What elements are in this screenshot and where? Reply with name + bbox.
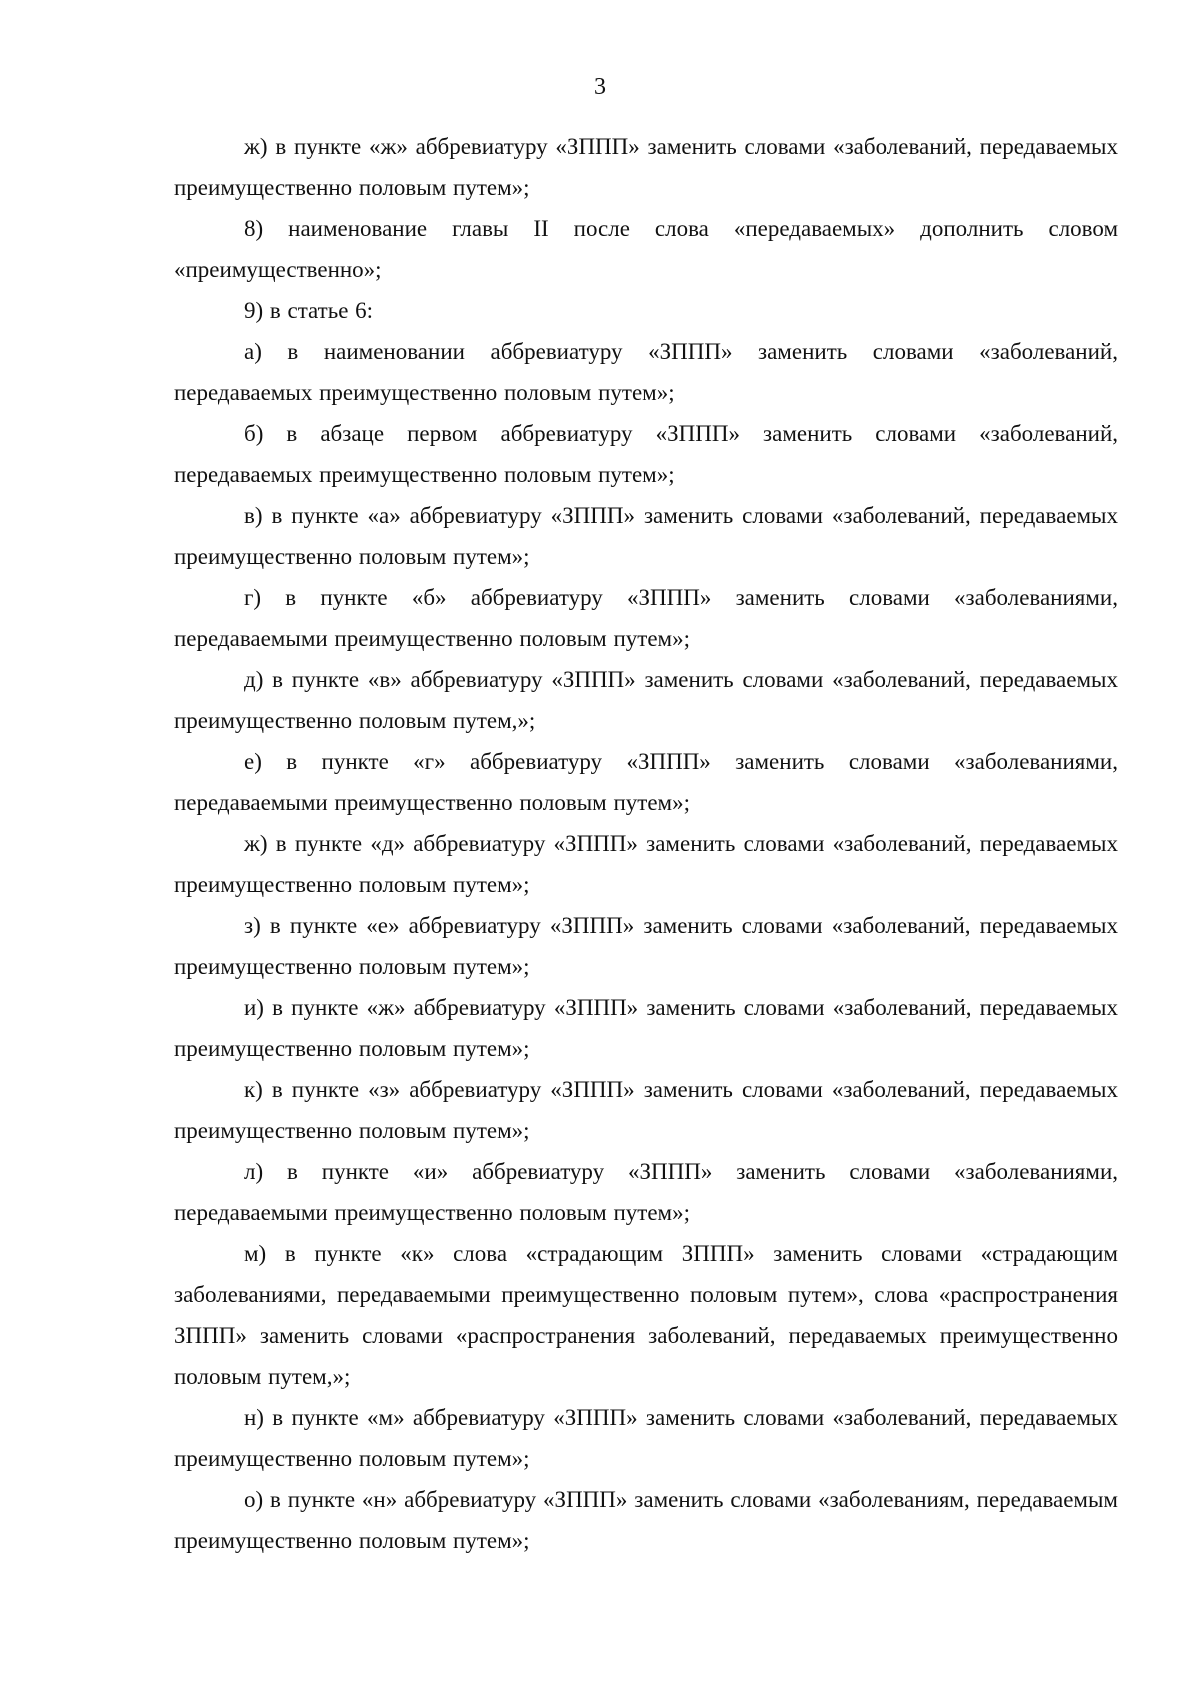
paragraph-item-z: з) в пункте «е» аббревиатуру «ЗППП» заменить словами «заболеваний, передаваемых преимущественно половым путем»; bbox=[174, 913, 1118, 979]
paragraph-item-d: д) в пункте «в» аббревиатуру «ЗППП» заменить словами «заболеваний, передаваемых преимущественно половым путем,»; bbox=[174, 667, 1118, 733]
document-body bbox=[174, 126, 1118, 1561]
paragraph-item-n: н) в пункте «м» аббревиатуру «ЗППП» заменить словами «заболеваний, передаваемых преимущественно половым путем»; bbox=[174, 1405, 1118, 1471]
paragraph-item-8: 8) наименование главы II после слова «передаваемых» дополнить словом «преимущественно»; bbox=[174, 216, 1118, 282]
paragraph-item-9: 9) в статье 6: bbox=[244, 298, 374, 323]
paragraph-item-m: м) в пункте «к» слова «страдающим ЗППП» заменить словами «страдающим заболеваниями, передаваемыми преимущественно половым путем», слова «распространения ЗППП» заменить словами «распространения заболеваний, передаваемых преимущественно половым путем,»; bbox=[174, 1241, 1118, 1389]
paragraph-item-l: л) в пункте «и» аббревиатуру «ЗППП» заменить словами «заболеваниями, передаваемыми преимущественно половым путем»; bbox=[174, 1159, 1118, 1225]
paragraph-item-e: е) в пункте «г» аббревиатуру «ЗППП» заменить словами «заболеваниями, передаваемыми преимущественно половым путем»; bbox=[174, 749, 1118, 815]
paragraph-item-g: г) в пункте «б» аббревиатуру «ЗППП» заменить словами «заболеваниями, передаваемыми преимущественно половым путем»; bbox=[174, 585, 1118, 651]
paragraph-item-zh: ж) в пункте «ж» аббревиатуру «ЗППП» заменить словами «заболеваний, передаваемых преимущественно половым путем»; bbox=[174, 134, 1118, 200]
paragraph-item-i: и) в пункте «ж» аббревиатуру «ЗППП» заменить словами «заболеваний, передаваемых преимущественно половым путем»; bbox=[174, 995, 1118, 1061]
paragraph-item-b: б) в абзаце первом аббревиатуру «ЗППП» заменить словами «заболеваний, передаваемых преимущественно половым путем»; bbox=[174, 421, 1118, 487]
page-number: 3 bbox=[594, 74, 606, 100]
paragraph-item-a: а) в наименовании аббревиатуру «ЗППП» заменить словами «заболеваний, передаваемых преимущественно половым путем»; bbox=[174, 339, 1118, 405]
paragraph-item-o: о) в пункте «н» аббревиатуру «ЗППП» заменить словами «заболеваниям, передаваемым преимущественно половым путем»; bbox=[174, 1487, 1118, 1553]
paragraph-item-zh2: ж) в пункте «д» аббревиатуру «ЗППП» заменить словами «заболеваний, передаваемых преимущественно половым путем»; bbox=[174, 831, 1118, 897]
paragraph-item-v: в) в пункте «а» аббревиатуру «ЗППП» заменить словами «заболеваний, передаваемых преимущественно половым путем»; bbox=[174, 503, 1118, 569]
paragraph-item-k: к) в пункте «з» аббревиатуру «ЗППП» заменить словами «заболеваний, передаваемых преимущественно половым путем»; bbox=[174, 1077, 1118, 1143]
